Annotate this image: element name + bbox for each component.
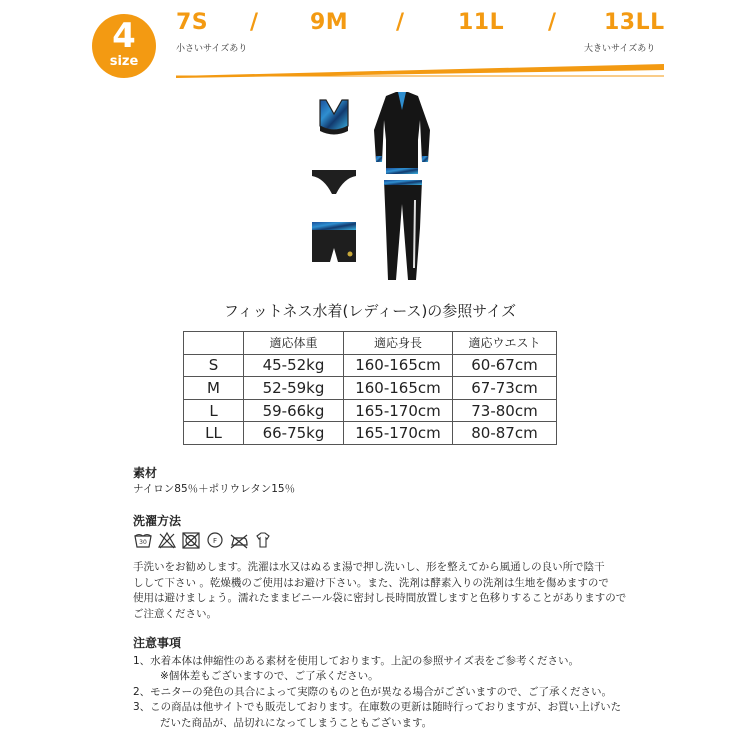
table-cell: LL bbox=[184, 422, 244, 445]
note-line: ※個体差もございますので、ご了承ください。 bbox=[160, 670, 379, 683]
notes-title: 注意事項 bbox=[133, 636, 182, 650]
table-cell: M bbox=[184, 377, 244, 400]
care-icons bbox=[133, 530, 273, 552]
table-header-cell: 適応ウエスト bbox=[453, 332, 557, 355]
table-cell: 73-80cm bbox=[453, 399, 557, 422]
material-title: 素材 bbox=[133, 466, 158, 480]
table-header-row bbox=[184, 332, 557, 355]
table-header-cell: 適応体重 bbox=[244, 332, 344, 355]
table-row bbox=[184, 399, 557, 422]
washing-line: 使用は避けましょう。濡れたままビニール袋に密封し長時間放置しますと色移りすることがありますので bbox=[133, 592, 627, 604]
note-line: 2、モニターの発色の具合によって実際のものと色が異なる場合がございますので、ご了承ください。 bbox=[133, 685, 612, 698]
size-chart-table bbox=[183, 331, 557, 445]
table-cell: 160-165cm bbox=[344, 354, 453, 377]
size-scale bbox=[176, 8, 664, 78]
table-cell: 165-170cm bbox=[344, 399, 453, 422]
no-iron-icon bbox=[229, 530, 249, 550]
svg-text:30: 30 bbox=[139, 539, 147, 546]
washing-title: 洗濯方法 bbox=[133, 514, 182, 528]
size-badge bbox=[92, 14, 156, 78]
table-header-cell: 適応身長 bbox=[344, 332, 453, 355]
size-separator: / bbox=[396, 10, 405, 35]
hang-dry-icon bbox=[253, 530, 273, 550]
size-13ll: 13LL bbox=[604, 10, 665, 35]
notes-list bbox=[133, 654, 633, 731]
note-line: だいた商品が、品切れになってしまうこともございます。 bbox=[160, 716, 433, 729]
large-size-hint: 大きいサイズあり bbox=[584, 44, 656, 54]
table-cell: 52-59kg bbox=[244, 377, 344, 400]
table-cell: 60-67cm bbox=[453, 354, 557, 377]
svg-text:F: F bbox=[212, 537, 218, 545]
washing-line: しして下さい 。乾燥機のご使用はお避け下さい。また、洗剤は酵素入りの洗剤は生地を傷めますので bbox=[133, 576, 609, 589]
size-scale-wedge bbox=[176, 56, 664, 78]
table-row bbox=[184, 354, 557, 377]
dry-clean-icon bbox=[205, 530, 225, 550]
note-line: 3、この商品は他サイトでも販売しております。在庫数の更新は随時行っておりますが、お買い上げいた bbox=[133, 701, 622, 714]
table-cell: S bbox=[184, 354, 244, 377]
size-9m: 9M bbox=[310, 10, 349, 35]
hand-wash-30-icon bbox=[133, 530, 153, 550]
table-cell: 165-170cm bbox=[344, 422, 453, 445]
table-cell: L bbox=[184, 399, 244, 422]
table-row bbox=[184, 422, 557, 445]
material-text: ナイロン85％＋ポリウレタン15％ bbox=[133, 483, 296, 495]
size-separator: / bbox=[548, 10, 557, 35]
table-cell: 45-52kg bbox=[244, 354, 344, 377]
size-11l: 11L bbox=[458, 10, 505, 35]
note-line: 1、水着本体は伸縮性のある素材を使用しております。上記の参照サイズ表をご参考ください。 bbox=[133, 655, 579, 667]
table-cell: 160-165cm bbox=[344, 377, 453, 400]
table-cell: 80-87cm bbox=[453, 422, 557, 445]
size-badge-number: 4 bbox=[112, 16, 136, 56]
table-row bbox=[184, 377, 557, 400]
no-tumble-dry-icon bbox=[181, 530, 201, 550]
size-chart-title: フィットネス水着(レディース)の参照サイズ bbox=[223, 302, 517, 320]
washing-instructions bbox=[133, 560, 626, 622]
table-cell: 66-75kg bbox=[244, 422, 344, 445]
washing-line: ご注意ください。 bbox=[133, 607, 217, 620]
table-header-cell bbox=[184, 332, 244, 355]
size-7s: 7S bbox=[176, 10, 209, 35]
no-bleach-icon bbox=[157, 530, 177, 550]
table-cell: 59-66kg bbox=[244, 399, 344, 422]
size-badge-label: size bbox=[109, 54, 139, 69]
size-separator: / bbox=[250, 10, 259, 35]
washing-line: 手洗いをお勧めします。洗濯は水又はぬるま湯で押し洗いし、形を整えてから風通しの良い所で陰干 bbox=[133, 561, 605, 573]
swimwear-set-image bbox=[304, 90, 444, 286]
small-size-hint: 小さいサイズあり bbox=[176, 44, 248, 54]
table-cell: 67-73cm bbox=[453, 377, 557, 400]
